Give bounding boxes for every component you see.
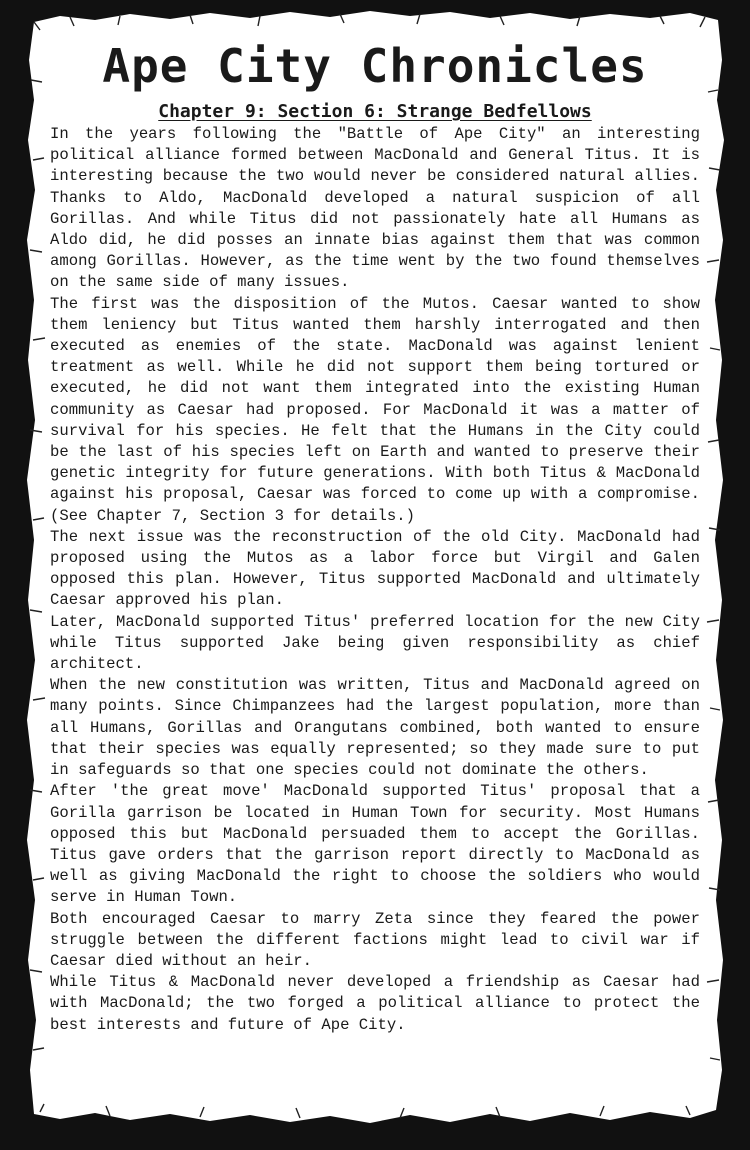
paragraph: The next issue was the reconstruction of the old City. MacDonald had proposed using the Mutos as a labor force but Virgil and Galen opposed this plan. However, Titus supported MacDonald and ultimately Caesar approved his plan.	[50, 527, 700, 610]
article-body	[50, 124, 700, 1036]
section-heading	[0, 100, 750, 124]
paragraph: Later, MacDonald supported Titus' preferred location for the new City while Titus supported Jake being given responsibility as chief architect.	[50, 612, 700, 674]
paragraph: In the years following the "Battle of Ape City" an interesting political alliance formed between MacDonald and General Titus. It is interesting because the two would never be considered natural allies. Thanks to Aldo, MacDonald developed a natural suspicion of all Gorillas. And while Titus did not passionately hate all Humans as Aldo did, he did posses an innate bias against them that was common among Gorillas. However, as the time went by the two found themselves on the same side of many issues.	[50, 125, 700, 292]
paragraph: Both encouraged Caesar to marry Zeta since they feared the power struggle between the different factions might lead to civil war if Caesar died without an heir.	[50, 909, 700, 970]
paragraph: After 'the great move' MacDonald supported Titus' proposal that a Gorilla garrison be located in Human Town for security. Most Humans opposed this but MacDonald persuaded them to accept the Gorillas. Titus gave orders that the garrison report directly to MacDonald as well as giving MacDonald the right to choose the soldiers who would serve in Human Town.	[50, 782, 700, 907]
paragraph: The first was the disposition of the Mutos. Caesar wanted to show them leniency but Titus wanted them harshly interrogated and then executed as enemies of the state. MacDonald was against lenient treatment as well. While he did not support them being tortured or executed, he did not want them integrated into the existing Human community as Caesar had proposed. For MacDonald it was a matter of survival for his species. He felt that the Humans in the City could be the last of his species left on Earth and wanted to preserve their genetic integrity for future generations. With both Titus & MacDonald against his proposal, Caesar was forced to come up with a compromise. (See Chapter 7, Section 3 for details.)	[50, 294, 700, 525]
paragraph: When the new constitution was written, Titus and MacDonald agreed on many points. Since Chimpanzees had the largest population, more than all Humans, Gorillas and Orangutans combined, both wanted to ensure that their species was equally represented; so they made sure to put in safeguards so that one species could not dominate the others.	[50, 676, 700, 780]
page-title: Ape City Chronicles	[102, 39, 648, 93]
paragraph: While Titus & MacDonald never developed a friendship as Caesar had with MacDonald; the two forged a political alliance to protect the best interests and future of Ape City.	[50, 973, 700, 1034]
section-heading-text: Chapter 9: Section 6: Strange Bedfellows	[158, 101, 592, 122]
